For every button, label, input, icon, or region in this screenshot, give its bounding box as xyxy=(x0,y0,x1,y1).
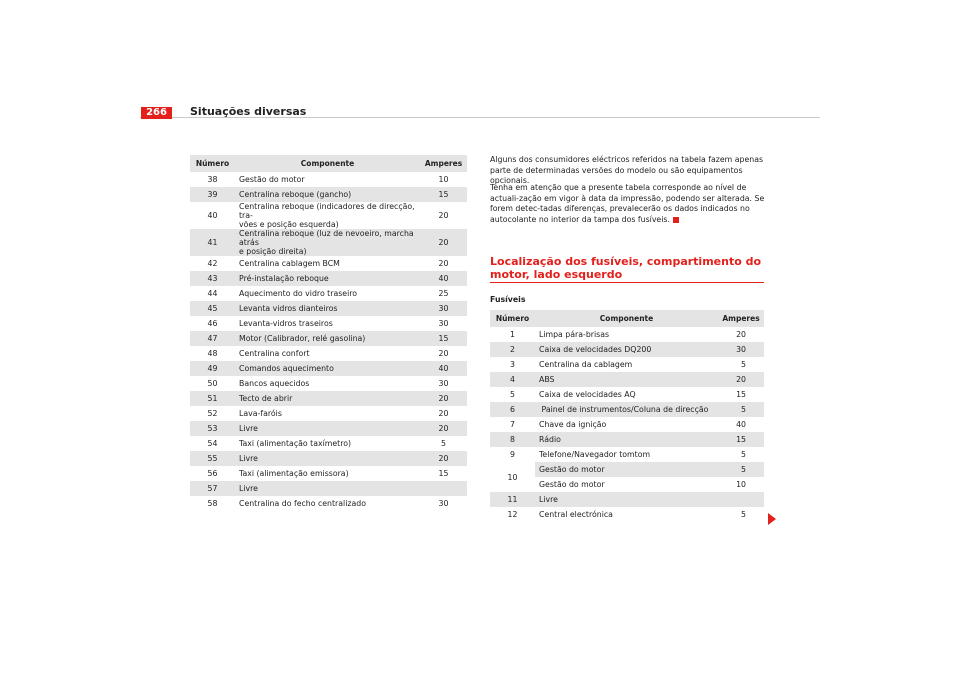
fuse-amperes: 20 xyxy=(736,330,746,339)
section-subheading: Fusíveis xyxy=(490,295,526,304)
fuse-number: 49 xyxy=(190,361,235,376)
fuse-component: Comandos aquecimento xyxy=(235,361,420,376)
table-row xyxy=(490,447,764,462)
fuse-component: Aquecimento do vidro traseiro xyxy=(239,289,358,298)
fuse-number: 52 xyxy=(207,409,218,418)
fuse-component: Centralina reboque (gancho) xyxy=(235,187,420,202)
fuse-amperes: 30 xyxy=(438,499,449,508)
fuse-component: Centralina reboque (indicadores de direcção, tra- vões e posição esquerda) xyxy=(239,202,415,229)
fuse-table-1-12 xyxy=(490,310,764,522)
fuse-number: 54 xyxy=(207,439,218,448)
fuse-number: 48 xyxy=(207,349,218,358)
table-row xyxy=(190,406,467,421)
fuse-number: 53 xyxy=(190,421,235,436)
table-row xyxy=(490,372,764,387)
fuse-component: Bancos aquecidos xyxy=(239,379,310,388)
fuse-number: 39 xyxy=(190,187,235,202)
fuse-component: Livre xyxy=(535,492,718,507)
section-title: Situações diversas xyxy=(190,105,307,118)
fuse-amperes: 20 xyxy=(420,229,467,256)
fuse-component: Gestão do motor xyxy=(539,480,605,489)
fuse-number: 55 xyxy=(190,451,235,466)
table-row xyxy=(190,271,467,286)
fuse-amperes: 15 xyxy=(420,187,467,202)
table-row xyxy=(190,361,467,376)
fuse-component: Centralina do fecho centralizado xyxy=(239,499,366,508)
fuse-component: Centralina cablagem BCM xyxy=(239,259,340,268)
fuse-component: Livre xyxy=(235,421,420,436)
column-header-number: Número xyxy=(490,310,535,327)
fuse-number: 9 xyxy=(510,450,515,459)
fuse-number: 3 xyxy=(510,360,515,369)
fuse-amperes: 30 xyxy=(438,379,449,388)
fuse-component: Centralina da cablagem xyxy=(539,360,633,369)
fuse-number: 2 xyxy=(490,342,535,357)
fuse-number: 4 xyxy=(490,372,535,387)
intro-paragraph-2 xyxy=(490,183,766,225)
table-row xyxy=(190,391,467,406)
table-row xyxy=(490,417,764,432)
section-heading: Localização dos fusíveis, compartimento do motor, lado esquerdo xyxy=(490,255,764,283)
fuse-number: 1 xyxy=(510,330,515,339)
table-row xyxy=(190,172,467,187)
fuse-component: Central electrónica xyxy=(539,510,613,519)
fuse-number: 50 xyxy=(207,379,218,388)
end-marker-icon xyxy=(673,217,679,223)
fuse-amperes: 15 xyxy=(736,390,746,399)
fuse-amperes: 15 xyxy=(438,469,449,478)
fuse-component: Telefone/Navegador tomtom xyxy=(539,450,651,459)
table-row xyxy=(490,462,764,477)
fuse-component: Gestão do motor xyxy=(535,462,718,477)
column-header-amperes: Amperes xyxy=(718,310,764,327)
fuse-amperes: 20 xyxy=(420,391,467,406)
fuse-amperes: 25 xyxy=(438,289,449,298)
fuse-amperes: 5 xyxy=(741,510,746,519)
table-row xyxy=(190,301,467,316)
fuse-amperes: 20 xyxy=(420,421,467,436)
fuse-component: Centralina confort xyxy=(239,349,310,358)
column-header-component: Componente xyxy=(235,155,420,172)
fuse-component: Levanta-vidros traseiros xyxy=(239,319,333,328)
fuse-component: Limpa pára-brisas xyxy=(539,330,610,339)
fuse-number: 56 xyxy=(207,469,218,478)
fuse-amperes: 10 xyxy=(736,480,746,489)
fuse-number: 44 xyxy=(207,289,218,298)
table-row xyxy=(190,481,467,496)
fuse-component: Painel de instrumentos/Coluna de direcção xyxy=(535,402,718,417)
table-row xyxy=(190,376,467,391)
fuse-amperes: 20 xyxy=(438,211,449,220)
table-row xyxy=(190,496,467,511)
fuse-table-38-58 xyxy=(190,155,467,511)
table-row xyxy=(190,346,467,361)
fuse-amperes: 5 xyxy=(741,360,746,369)
table-row xyxy=(490,402,764,417)
table-row xyxy=(490,357,764,372)
fuse-component: Caixa de velocidades DQ200 xyxy=(535,342,718,357)
table-row xyxy=(190,421,467,436)
table-row xyxy=(490,327,764,342)
fuse-number: 41 xyxy=(190,229,235,256)
fuse-amperes: 15 xyxy=(420,331,467,346)
fuse-amperes: 15 xyxy=(718,432,764,447)
fuse-component: Gestão do motor xyxy=(239,175,305,184)
table-header-row xyxy=(490,310,764,327)
fuse-component: Lava-faróis xyxy=(239,409,282,418)
table-row xyxy=(190,316,467,331)
column-header-component: Componente xyxy=(535,310,718,327)
fuse-component: Centralina reboque (luz de nevoeiro, marcha atrás e posição direita) xyxy=(235,229,420,256)
table-row xyxy=(190,451,467,466)
fuse-amperes: 20 xyxy=(718,372,764,387)
fuse-component: Rádio xyxy=(535,432,718,447)
fuse-component: Taxi (alimentação taxímetro) xyxy=(239,439,352,448)
fuse-component: ABS xyxy=(535,372,718,387)
fuse-component: Pré-instalação reboque xyxy=(235,271,420,286)
fuse-amperes xyxy=(420,481,467,496)
fuse-component: Livre xyxy=(235,481,420,496)
table-row xyxy=(190,466,467,481)
column-header-amperes: Amperes xyxy=(420,155,467,172)
table-row xyxy=(490,492,764,507)
fuse-number: 38 xyxy=(207,175,218,184)
table-row xyxy=(490,342,764,357)
intro-paragraph-2-text: Tenha em atenção que a presente tabela corresponde ao nível de actuali-zação em vigor à data da impressão, podendo ser alterada. Se forem detec-tadas diferenças, prevalecerão os dados indicados no autocolante no interior da tampa dos fusíveis. xyxy=(490,183,765,224)
fuse-number: 11 xyxy=(490,492,535,507)
fuse-number: 58 xyxy=(207,499,218,508)
intro-paragraph-1-text: Alguns dos consumidores eléctricos referidos na tabela fazem apenas parte de determinadas versões do modelo ou são equipamentos opcionais. xyxy=(490,155,764,185)
fuse-component: Motor (Calibrador, relé gasolina) xyxy=(235,331,420,346)
fuse-number: 46 xyxy=(207,319,218,328)
fuse-number: 8 xyxy=(490,432,535,447)
fuse-component: Levanta vidros dianteiros xyxy=(235,301,420,316)
table-row xyxy=(190,229,467,256)
fuse-amperes: 30 xyxy=(438,319,449,328)
fuse-amperes: 20 xyxy=(438,259,449,268)
fuse-number: 47 xyxy=(190,331,235,346)
table-row xyxy=(190,331,467,346)
fuse-number: 51 xyxy=(190,391,235,406)
table-row xyxy=(190,202,467,229)
fuse-amperes: 30 xyxy=(420,301,467,316)
fuse-amperes: 5 xyxy=(718,462,764,477)
fuse-amperes: 20 xyxy=(420,451,467,466)
fuse-number: 5 xyxy=(510,390,515,399)
fuse-number: 6 xyxy=(490,402,535,417)
fuse-component: Caixa de velocidades AQ xyxy=(539,390,636,399)
fuse-amperes: 5 xyxy=(741,450,746,459)
table-row xyxy=(490,432,764,447)
table-row xyxy=(190,256,467,271)
fuse-number: 40 xyxy=(207,211,218,220)
fuse-number: 57 xyxy=(190,481,235,496)
table-row xyxy=(490,387,764,402)
fuse-amperes xyxy=(718,492,764,507)
fuse-amperes: 30 xyxy=(718,342,764,357)
intro-paragraph-1 xyxy=(490,155,766,187)
column-header-number: Número xyxy=(190,155,235,172)
table-row xyxy=(190,436,467,451)
fuse-amperes: 10 xyxy=(438,175,449,184)
page-number: 266 xyxy=(141,107,172,119)
fuse-amperes: 20 xyxy=(438,409,449,418)
table-header-row xyxy=(190,155,467,172)
fuse-amperes: 20 xyxy=(438,349,449,358)
fuse-component: Livre xyxy=(235,451,420,466)
fuse-number: 43 xyxy=(190,271,235,286)
table-row xyxy=(190,187,467,202)
fuse-number: 42 xyxy=(207,259,218,268)
next-page-arrow-icon xyxy=(768,513,776,525)
fuse-amperes: 40 xyxy=(736,420,746,429)
fuse-amperes: 5 xyxy=(718,402,764,417)
fuse-amperes: 5 xyxy=(441,439,446,448)
table-row xyxy=(190,286,467,301)
fuse-number: 7 xyxy=(510,420,515,429)
table-row xyxy=(490,507,764,522)
fuse-amperes: 40 xyxy=(420,361,467,376)
fuse-component: Taxi (alimentação emissora) xyxy=(239,469,349,478)
fuse-amperes: 40 xyxy=(420,271,467,286)
fuse-number: 12 xyxy=(507,510,518,519)
fuse-number: 10 xyxy=(490,462,535,492)
fuse-number: 45 xyxy=(190,301,235,316)
fuse-component: Chave da ignição xyxy=(539,420,607,429)
fuse-component: Tecto de abrir xyxy=(235,391,420,406)
